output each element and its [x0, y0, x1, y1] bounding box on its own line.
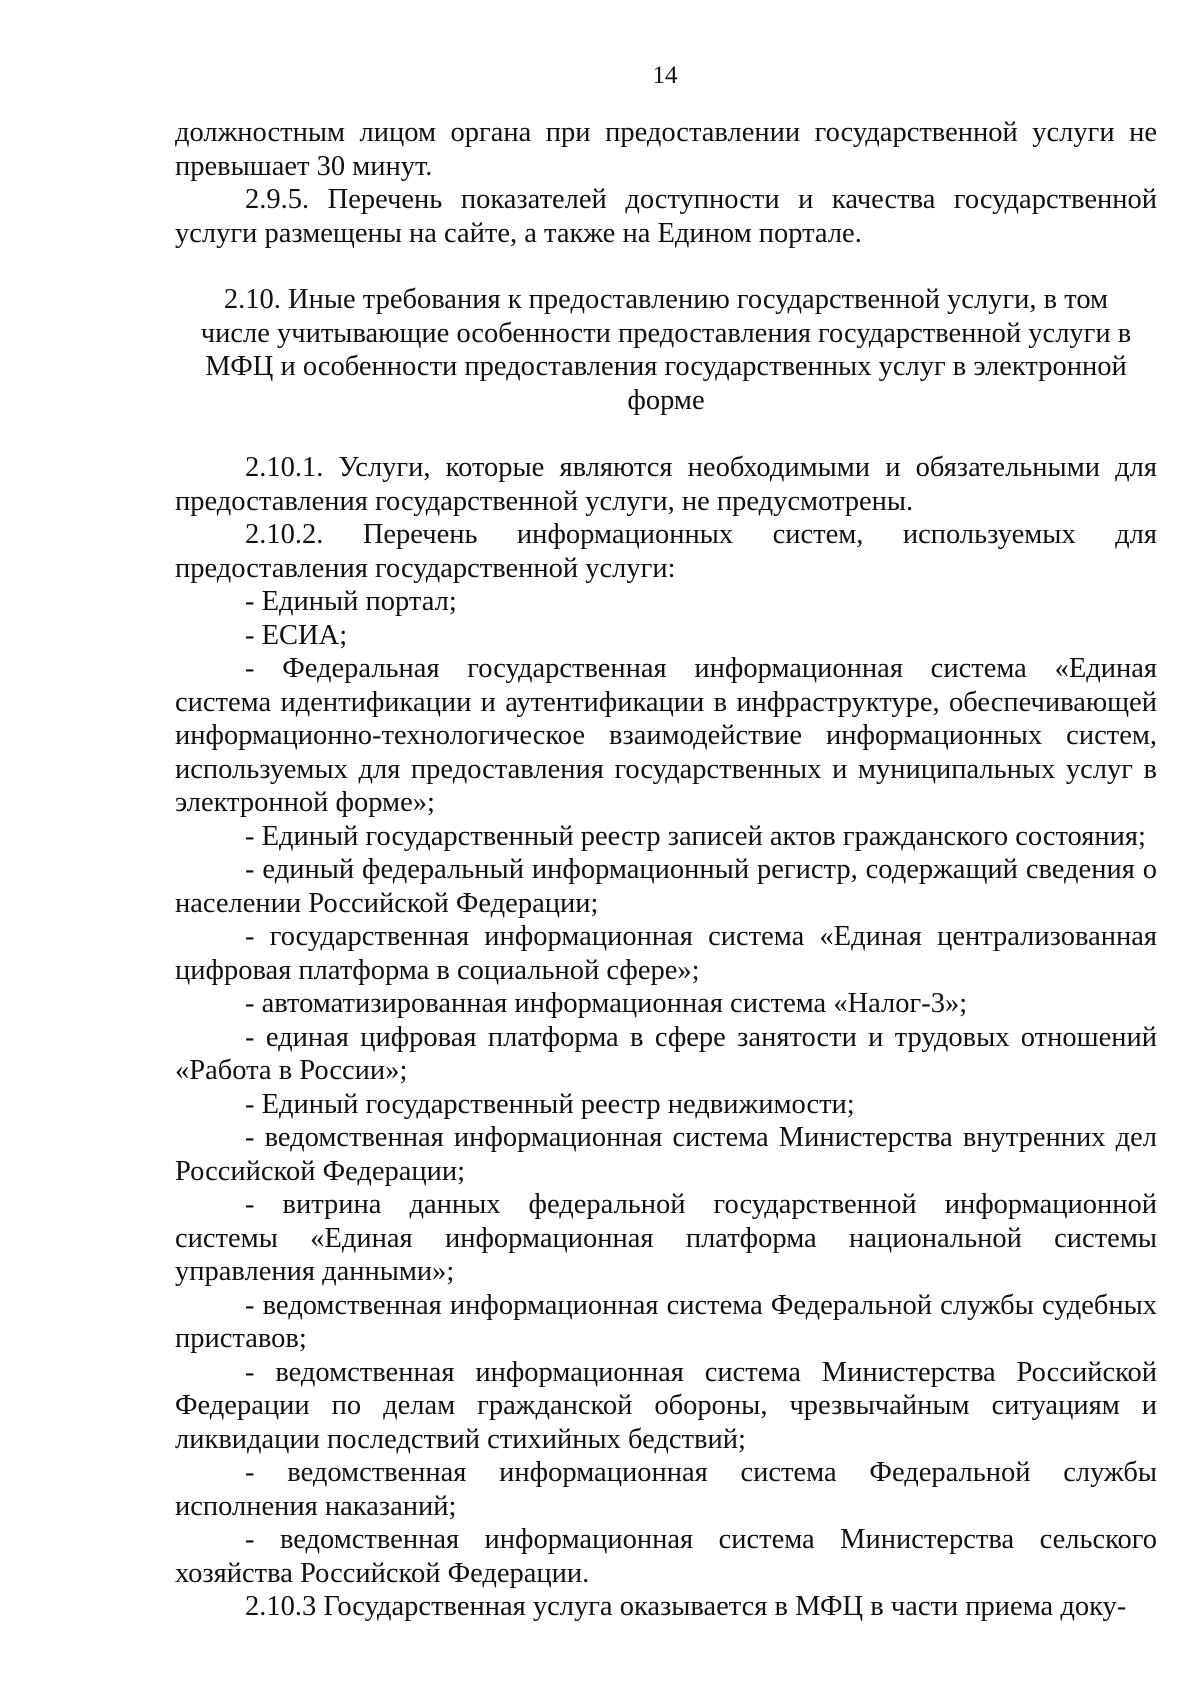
page-number: 14 — [652, 62, 678, 89]
list-item: - Федеральная государственная информационная система «Единая система идентификации и аутентификации в инфраструктуре, обеспечивающей информационно-технологическое взаимодействие информационных систем, используемых для предоставления государственных и муниципальных услуг в электронной форме»; — [175, 653, 1157, 818]
list-item: - единая цифровая платформа в сфере занятости и трудовых отношений «Работа в России»; — [175, 1021, 1157, 1086]
list-item: - ведомственная информационная система Министерства внутренних дел Российской Федерации; — [175, 1122, 1157, 1187]
list-item: - ведомственная информационная система Федеральной службы судебных приставов; — [175, 1289, 1157, 1354]
list-item: - единый федеральный информационный регистр, содержащий сведения о населении Российской Федерации; — [175, 854, 1157, 919]
section-heading-2-10: 2.10. Иные требования к предоставлению государственной услуги, в том числе учитывающие особенности предоставления государственной услуги в МФЦ и особенности предоставления государственных услуг в электронной форме — [200, 284, 1132, 416]
list-item: - ведомственная информационная система Министерства сельского хозяйства Российской Федерации. — [175, 1524, 1157, 1589]
list-item: - ЕСИА; — [245, 619, 348, 651]
information-systems-list — [175, 585, 1157, 1590]
list-item: - государственная информационная система «Единая централизованная цифровая платформа в социальной сфере»; — [175, 921, 1157, 986]
list-item: - витрина данных федеральной государственной информационной системы «Единая информационная платформа национальной системы управления данными»; — [175, 1189, 1157, 1287]
paragraph-2-10-1: 2.10.1. Услуги, которые являются необходимыми и обязательными для предоставления государственной услуги, не предусмотрены. — [175, 452, 1157, 517]
paragraph-2-9-5: 2.9.5. Перечень показателей доступности и качества государственной услуги размещены на сайте, а также на Едином портале. — [175, 184, 1157, 249]
paragraph-2-10-2: 2.10.2. Перечень информационных систем, используемых для предоставления государственной услуги: — [175, 519, 1157, 584]
list-item: - ведомственная информационная система Федеральной службы исполнения наказаний; — [175, 1457, 1157, 1522]
list-item: - Единый государственный реестр недвижимости; — [245, 1088, 855, 1120]
list-item: - Единый государственный реестр записей актов гражданского состояния; — [245, 820, 1146, 852]
document-body — [175, 116, 1157, 1624]
list-item: - Единый портал; — [245, 586, 457, 617]
paragraph-continuation: должностным лицом органа при предоставлении государственной услуги не превышает 30 минут. — [175, 117, 1157, 182]
list-item: - ведомственная информационная система Министерства Российской Федерации по делам гражданской обороны, чрезвычайным ситуациям и ликвидации последствий стихийных бедствий; — [175, 1356, 1157, 1455]
paragraph-2-10-3: 2.10.3 Государственная услуга оказывается в МФЦ в части приема доку- — [245, 1591, 1127, 1622]
list-item: - автоматизированная информационная система «Налог-3»; — [245, 988, 968, 1019]
